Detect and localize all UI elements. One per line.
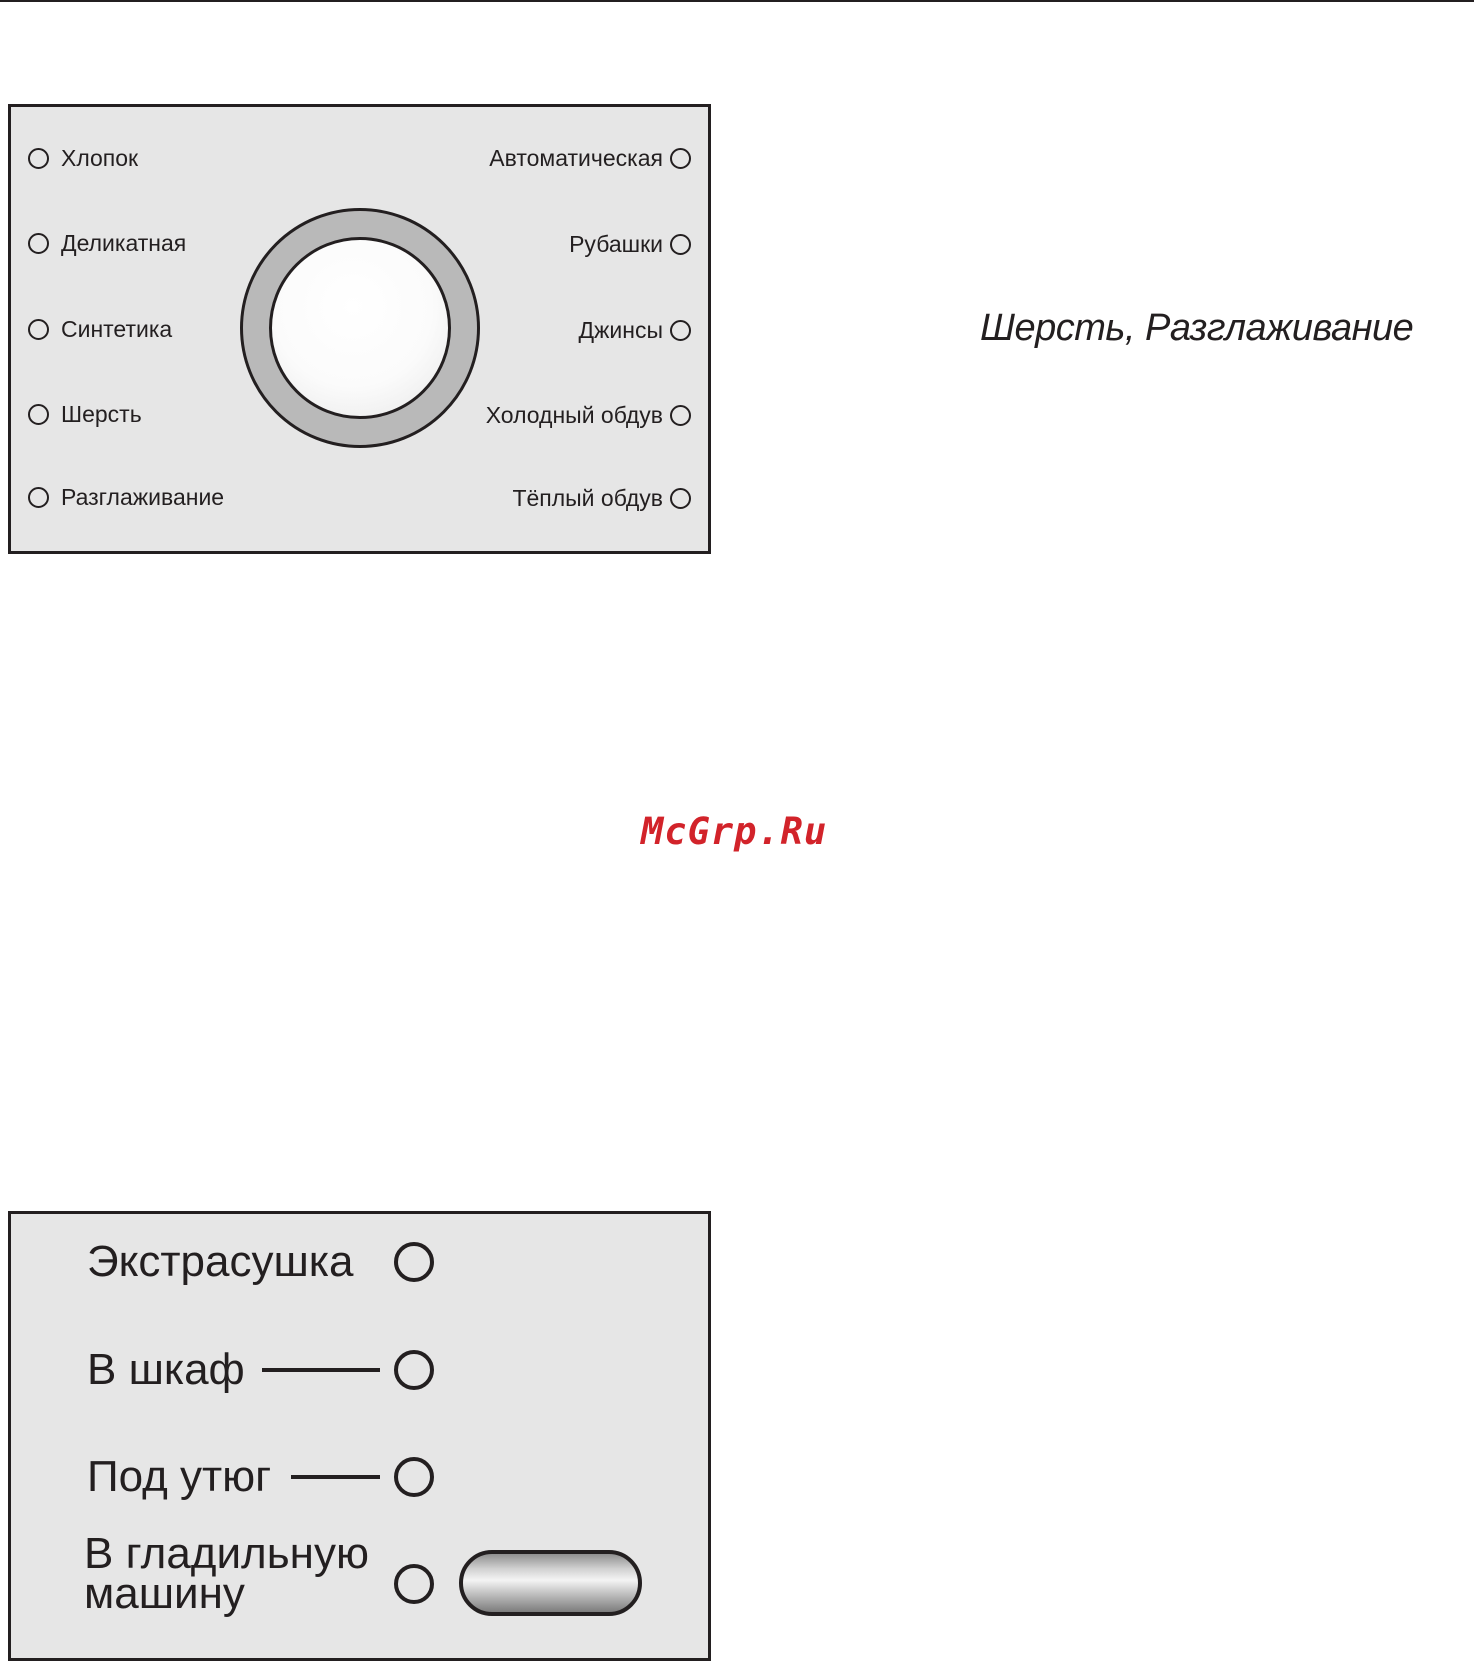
connector-line-cupboard [262,1368,380,1372]
program-label-warm-air: Тёплый обдув [512,485,663,511]
led-cotton [28,148,49,169]
program-dial-knob[interactable] [269,237,451,419]
led-cold-air [670,405,691,426]
program-label-cotton: Хлопок [61,145,139,171]
program-label-jeans: Джинсы [578,317,663,343]
top-rule [0,0,1474,2]
led-extra-dry [394,1242,434,1282]
dryness-label-cupboard: В шкаф [87,1345,245,1394]
led-iron [394,1457,434,1497]
dryness-label-ironing-machine: В гладильную машину [84,1529,369,1618]
led-shirts [670,234,691,255]
program-label-wool: Шерсть [61,401,142,427]
led-automatic [670,148,691,169]
program-label-synthetics: Синтетика [61,316,173,342]
led-jeans [670,320,691,341]
led-delicate [28,233,49,254]
program-dial[interactable] [240,208,480,448]
led-ironing-machine [394,1564,434,1604]
dryness-select-button[interactable] [459,1550,642,1616]
program-selector-panel [8,104,711,554]
connector-line-iron [291,1475,380,1479]
led-cupboard [394,1350,434,1390]
program-label-shirts: Рубашки [569,231,663,257]
watermark: McGrp.Ru [641,810,828,853]
dryness-label-extra-dry: Экстрасушка [87,1237,354,1286]
dryness-level-panel [8,1211,711,1661]
led-synthetics [28,319,49,340]
led-smoothing [28,487,49,508]
program-label-cold-air: Холодный обдув [485,402,663,428]
dryness-label-iron: Под утюг [87,1452,272,1501]
program-caption: Шерсть, Разглаживание [980,307,1414,349]
program-label-delicate: Деликатная [61,230,187,256]
led-wool [28,404,49,425]
program-label-smoothing: Разглаживание [61,484,225,510]
led-warm-air [670,488,691,509]
program-label-automatic: Автоматическая [489,145,663,171]
